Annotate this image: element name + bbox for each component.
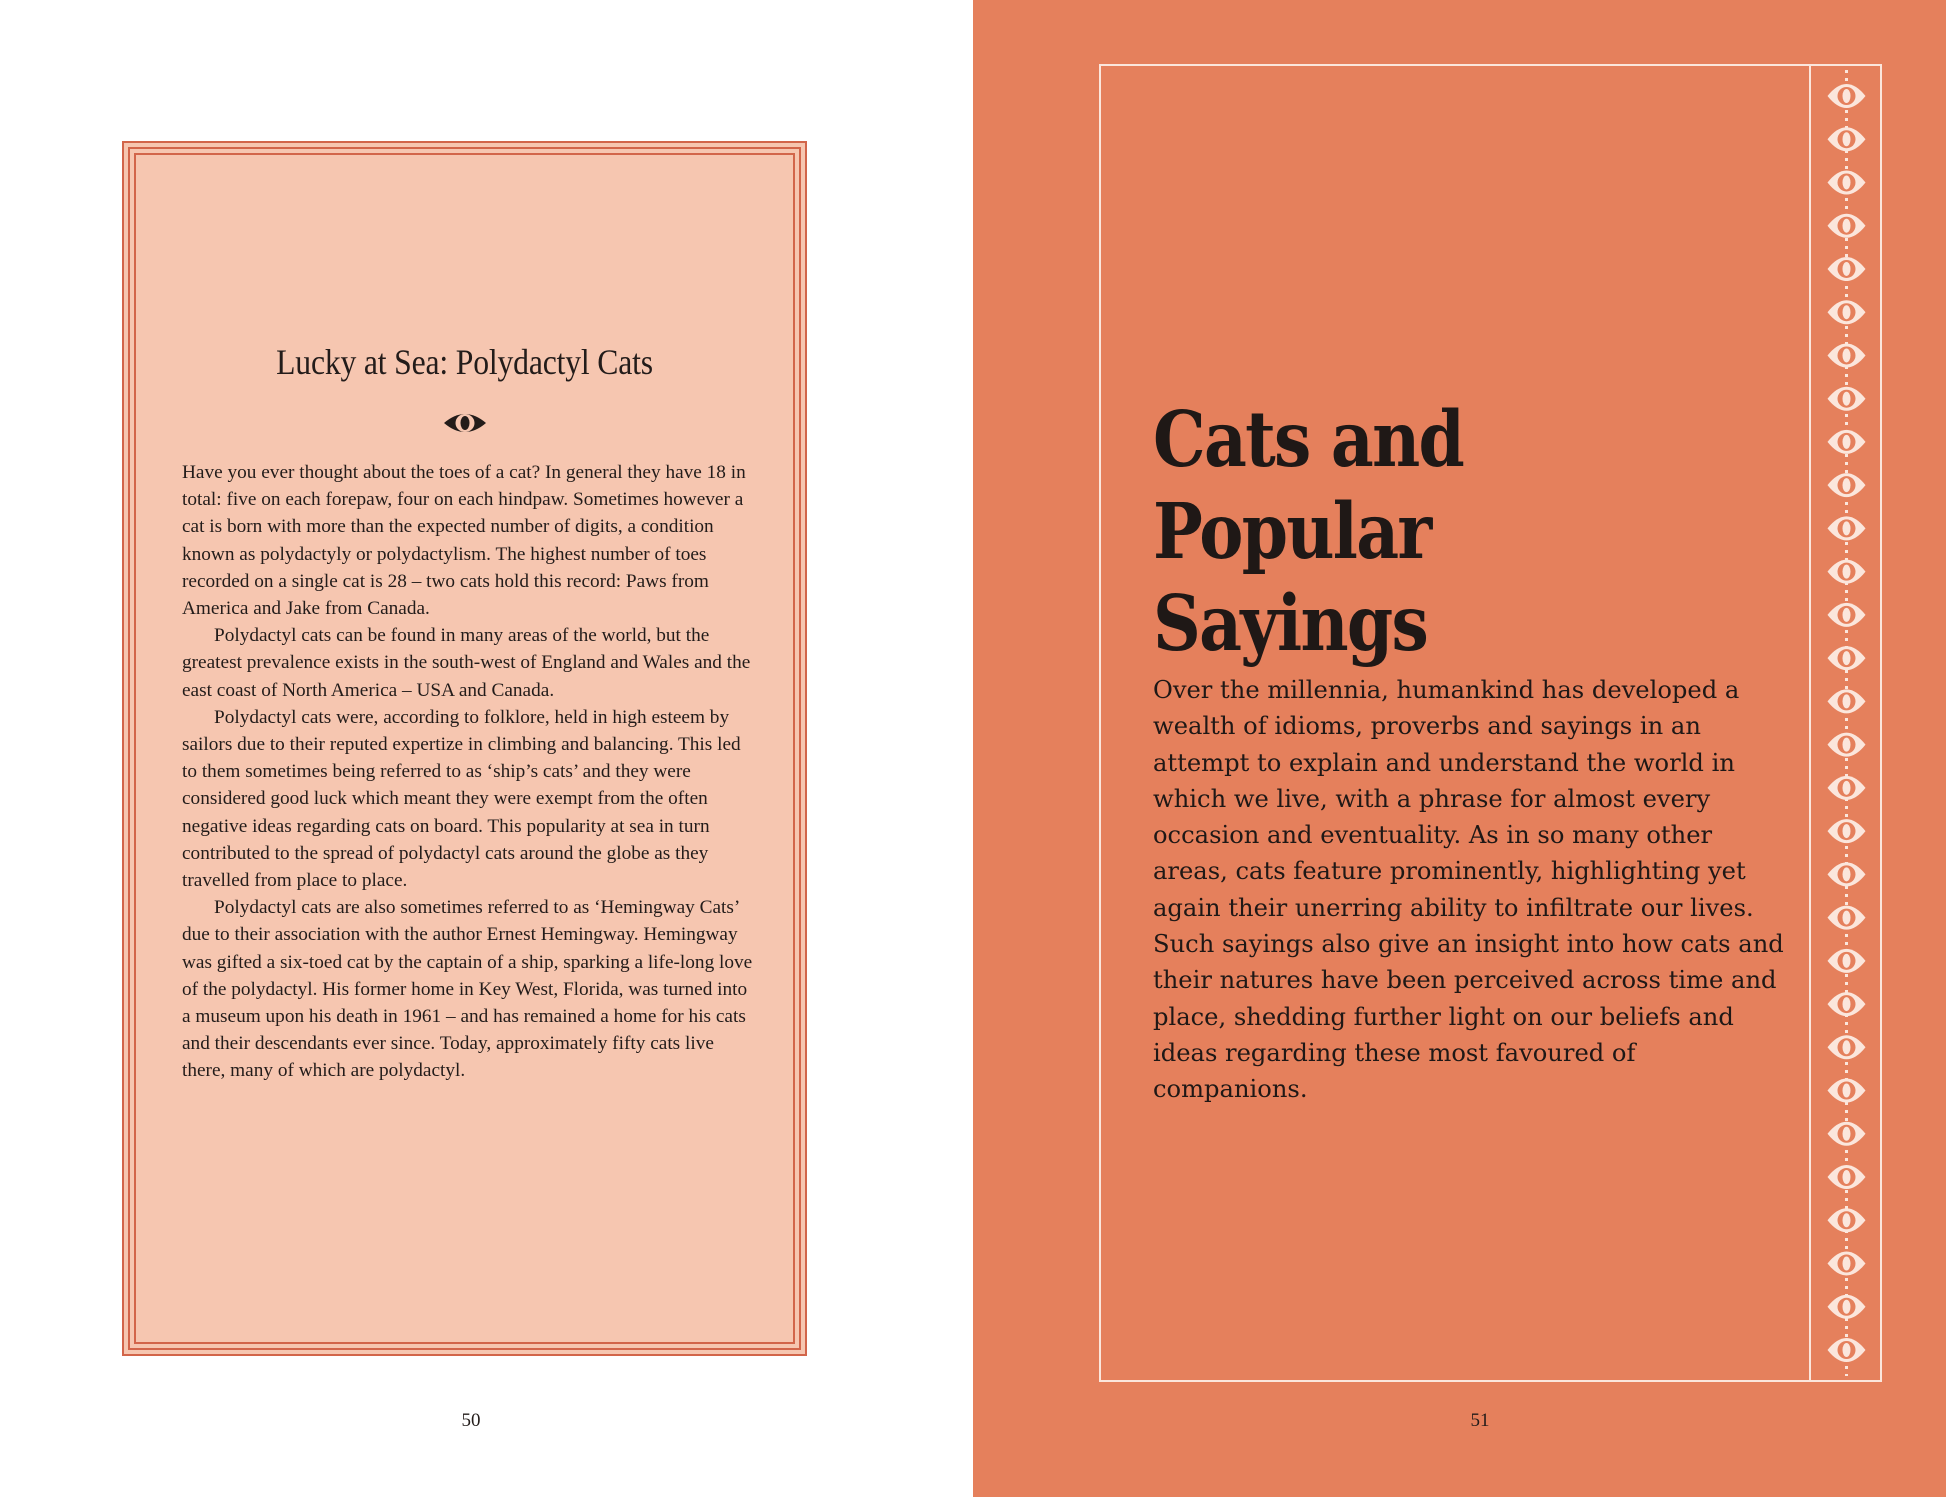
- sidebar-body: [182, 459, 757, 1085]
- chapter-title: [1153, 394, 1669, 670]
- sidebar-paragraph: Polydactyl cats were, according to folklore, held in high esteem by sailors due to their reputed expertize in climbing and balancing. This led to them sometimes being referred to as ‘ship’s cats’ and they were considered good luck which meant they were exempt from the often negative ideas regarding cats on board. This popularity at sea in turn contributed to the spread of polydactyl cats around the globe as they travelled from place to place.: [182, 706, 741, 892]
- sidebar-panel: [122, 141, 807, 1356]
- eye-icon: [1828, 473, 1866, 497]
- eye-icon: [1828, 430, 1866, 454]
- eye-icon: [1828, 560, 1866, 584]
- eye-icon: [1828, 1295, 1866, 1319]
- eye-icon: [1828, 689, 1866, 713]
- eye-icon: [1828, 343, 1866, 367]
- eye-icon: [1828, 257, 1866, 281]
- eye-icon: [1828, 646, 1866, 670]
- eye-icon: [1828, 300, 1866, 324]
- page-number: 50: [461, 1410, 481, 1431]
- chapter-intro: Over the millennia, humankind has developed a wealth of idioms, proverbs and sayings in an attempt to explain and understand the world in which we live, with a phrase for almost every occasion and eventuality. As in so many other areas, cats feature prominently, highlighting yet again their unerring ability to infiltrate our lives. Such sayings also give an insight into how cats and their natures have been perceived across time and place, shedding further light on our beliefs and ideas regarding these most favoured of companions.: [1153, 676, 1784, 1104]
- eye-icon: [1828, 1338, 1866, 1362]
- sidebar-paragraph: Polydactyl cats are also sometimes referred to as ‘Hemingway Cats’ due to their association with the author Ernest Hemingway. Hemingway was gifted a six-toed cat by the captain of a ship, sparking a life-long love of the polydactyl. His former home in Key West, Florida, was turned into a museum upon his death in 1961 – and has remained a home for his cats and their descendants ever since. Today, approximately fifty cats live there, many of which are polydactyl.: [182, 897, 753, 1082]
- eye-border-strip: [1811, 66, 1882, 1380]
- eye-icon: [1828, 776, 1866, 800]
- eye-icon: [1828, 214, 1866, 238]
- chapter-title-line: Cats and: [1153, 395, 1464, 485]
- eye-icon: [1828, 170, 1866, 194]
- eye-icon: [1828, 819, 1866, 843]
- eye-icon: [1828, 992, 1866, 1016]
- sidebar-paragraph: Polydactyl cats can be found in many areas of the world, but the greatest prevalence exists in the south-west of England and Wales and the east coast of North America – USA and Canada.: [182, 625, 751, 701]
- eye-icon: [1828, 127, 1866, 151]
- eye-icon: [1828, 906, 1866, 930]
- chapter-title-line: Popular Sayings: [1153, 487, 1431, 669]
- eye-icon: [1828, 949, 1866, 973]
- eye-icon: [1828, 1122, 1866, 1146]
- eye-icon: [1828, 1035, 1866, 1059]
- eye-icon: [1828, 1252, 1866, 1276]
- eye-icon: [1828, 733, 1866, 757]
- right-page: [973, 0, 1946, 1497]
- eye-icon: [1828, 84, 1866, 108]
- sidebar-title: Lucky at Sea: Polydactyl Cats: [276, 342, 653, 382]
- eye-icon: [1828, 1079, 1866, 1103]
- eye-icon: [1828, 1208, 1866, 1232]
- eye-icon: [1828, 1165, 1866, 1189]
- eye-icon: [1828, 862, 1866, 886]
- eye-icon: [1828, 603, 1866, 627]
- page-number: 51: [1470, 1410, 1490, 1431]
- eye-icon: [442, 409, 488, 437]
- eye-icon: [1828, 516, 1866, 540]
- sidebar-paragraph: Have you ever thought about the toes of a cat? In general they have 18 in total: five on each forepaw, four on each hindpaw. Sometimes however a cat is born with more than the expected number of digits, a condition known as polydactyly or polydactylism. The highest number of toes recorded on a single cat is 28 – two cats hold this record: Paws from America and Jake from Canada.: [182, 462, 746, 620]
- eye-icon: [1828, 387, 1866, 411]
